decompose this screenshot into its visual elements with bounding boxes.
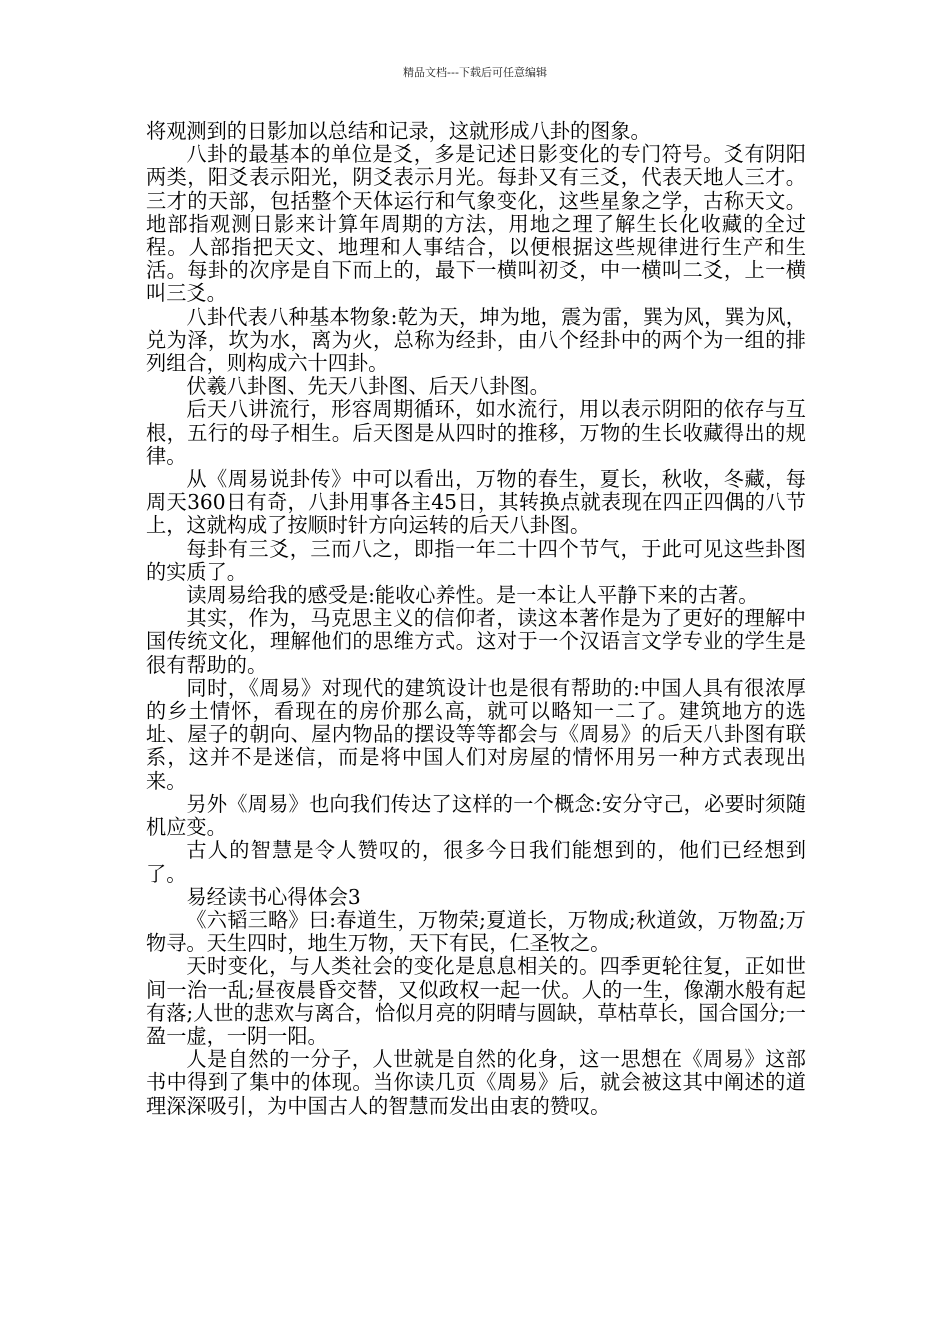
paragraph: 八卦的最基本的单位是爻，多是记述日影变化的专门符号。爻有阴阳两类，阳爻表示阳光，阴爻表示月光。每卦又有三爻，代表天地人三才。三才的天部，包括整个天体运行和气象变化，这些星象之学，古称天文。地部指观测日影来计算年周期的方法，用地之理了解生长化收藏的全过程。人部指把天文、地理和人事结合，以便根据这些规律进行生产和生活。每卦的次序是自下而上的，最下一横叫初爻，中一横叫二爻，上一横叫三爻。 <box>146 142 806 306</box>
section-heading: 易经读书心得体会3 <box>186 884 361 909</box>
page-header: 精品文档---下载后可任意编辑 <box>403 66 547 79</box>
document-body <box>146 120 806 1118</box>
paragraph: 八卦代表八种基本物象:乾为天，坤为地，震为雷，巽为风，巽为风，兑为泽，坎为水，离为火，总称为经卦，由八个经卦中的两个为一组的排列组合，则构成六十四卦。 <box>146 304 806 376</box>
paragraph: 将观测到的日影加以总结和记录，这就形成八卦的图象。 <box>146 119 651 143</box>
paragraph: 其实，作为，马克思主义的信仰者，读这本著作是为了更好的理解中国传统文化，理解他们的思维方式。这对于一个汉语言文学专业的学生是很有帮助的。 <box>146 606 806 677</box>
paragraph: 从《周易说卦传》中可以看出，万物的春生，夏长，秋收，冬藏，每周天360日有奇，八卦用事各主45日，其转换点就表现在四正四偶的八节上，这就构成了按顺时针方向运转的后天八卦图。 <box>146 467 806 538</box>
paragraph: 古人的智慧是令人赞叹的，很多今日我们能想到的，他们已经想到了。 <box>146 838 806 886</box>
paragraph: 另外《周易》也向我们传达了这样的一个概念:安分守己，必要时须随机应变。 <box>146 791 806 840</box>
paragraph: 伏羲八卦图、先天八卦图、后天八卦图。 <box>186 374 550 399</box>
paragraph: 读周易给我的感受是:能收心养性。是一本让人平静下来的古著。 <box>186 583 759 608</box>
paragraph: 人是自然的一分子，人世就是自然的化身，这一思想在《周易》这部书中得到了集中的体现。当你读几页《周易》后，就会被这其中阐述的道理深深吸引，为中国古人的智慧而发出由衷的赞叹。 <box>146 1047 806 1118</box>
paragraph: 每卦有三爻，三而八之，即指一年二十四个节气，于此可见这些卦图的实质了。 <box>146 536 806 584</box>
paragraph: 同时，《周易》对现代的建筑设计也是很有帮助的:中国人具有很浓厚的乡土情怀，看现在的房价那么高，就可以略知一二了。建筑地方的选址、屋子的朝向、屋内物品的摆设等等都会与《周易》的后天八卦图有联系，这并不是迷信，而是将中国人们对房屋的情怀用另一种方式表现出来。 <box>146 675 806 793</box>
paragraph: 后天八讲流行，形容周期循环，如水流行，用以表示阴阳的依存与互根，五行的母子相生。后天图是从四时的推移，万物的生长收藏得出的规律。 <box>146 397 806 468</box>
paragraph: 《六韬三略》曰:春道生，万物荣;夏道长，万物成;秋道敛，万物盈;万物寻。天生四时，地生万物，天下有民，仁圣牧之。 <box>146 907 806 956</box>
paragraph: 天时变化，与人类社会的变化是息息相关的。四季更轮往复，正如世间一治一乱;昼夜晨昏交替，又似政权一起一伏。人的一生，像潮水般有起有落;人世的悲欢与离合，恰似月亮的阴晴与圆缺，草枯草长，国合国分;一盈一虚，一阴一阳。 <box>146 954 806 1048</box>
